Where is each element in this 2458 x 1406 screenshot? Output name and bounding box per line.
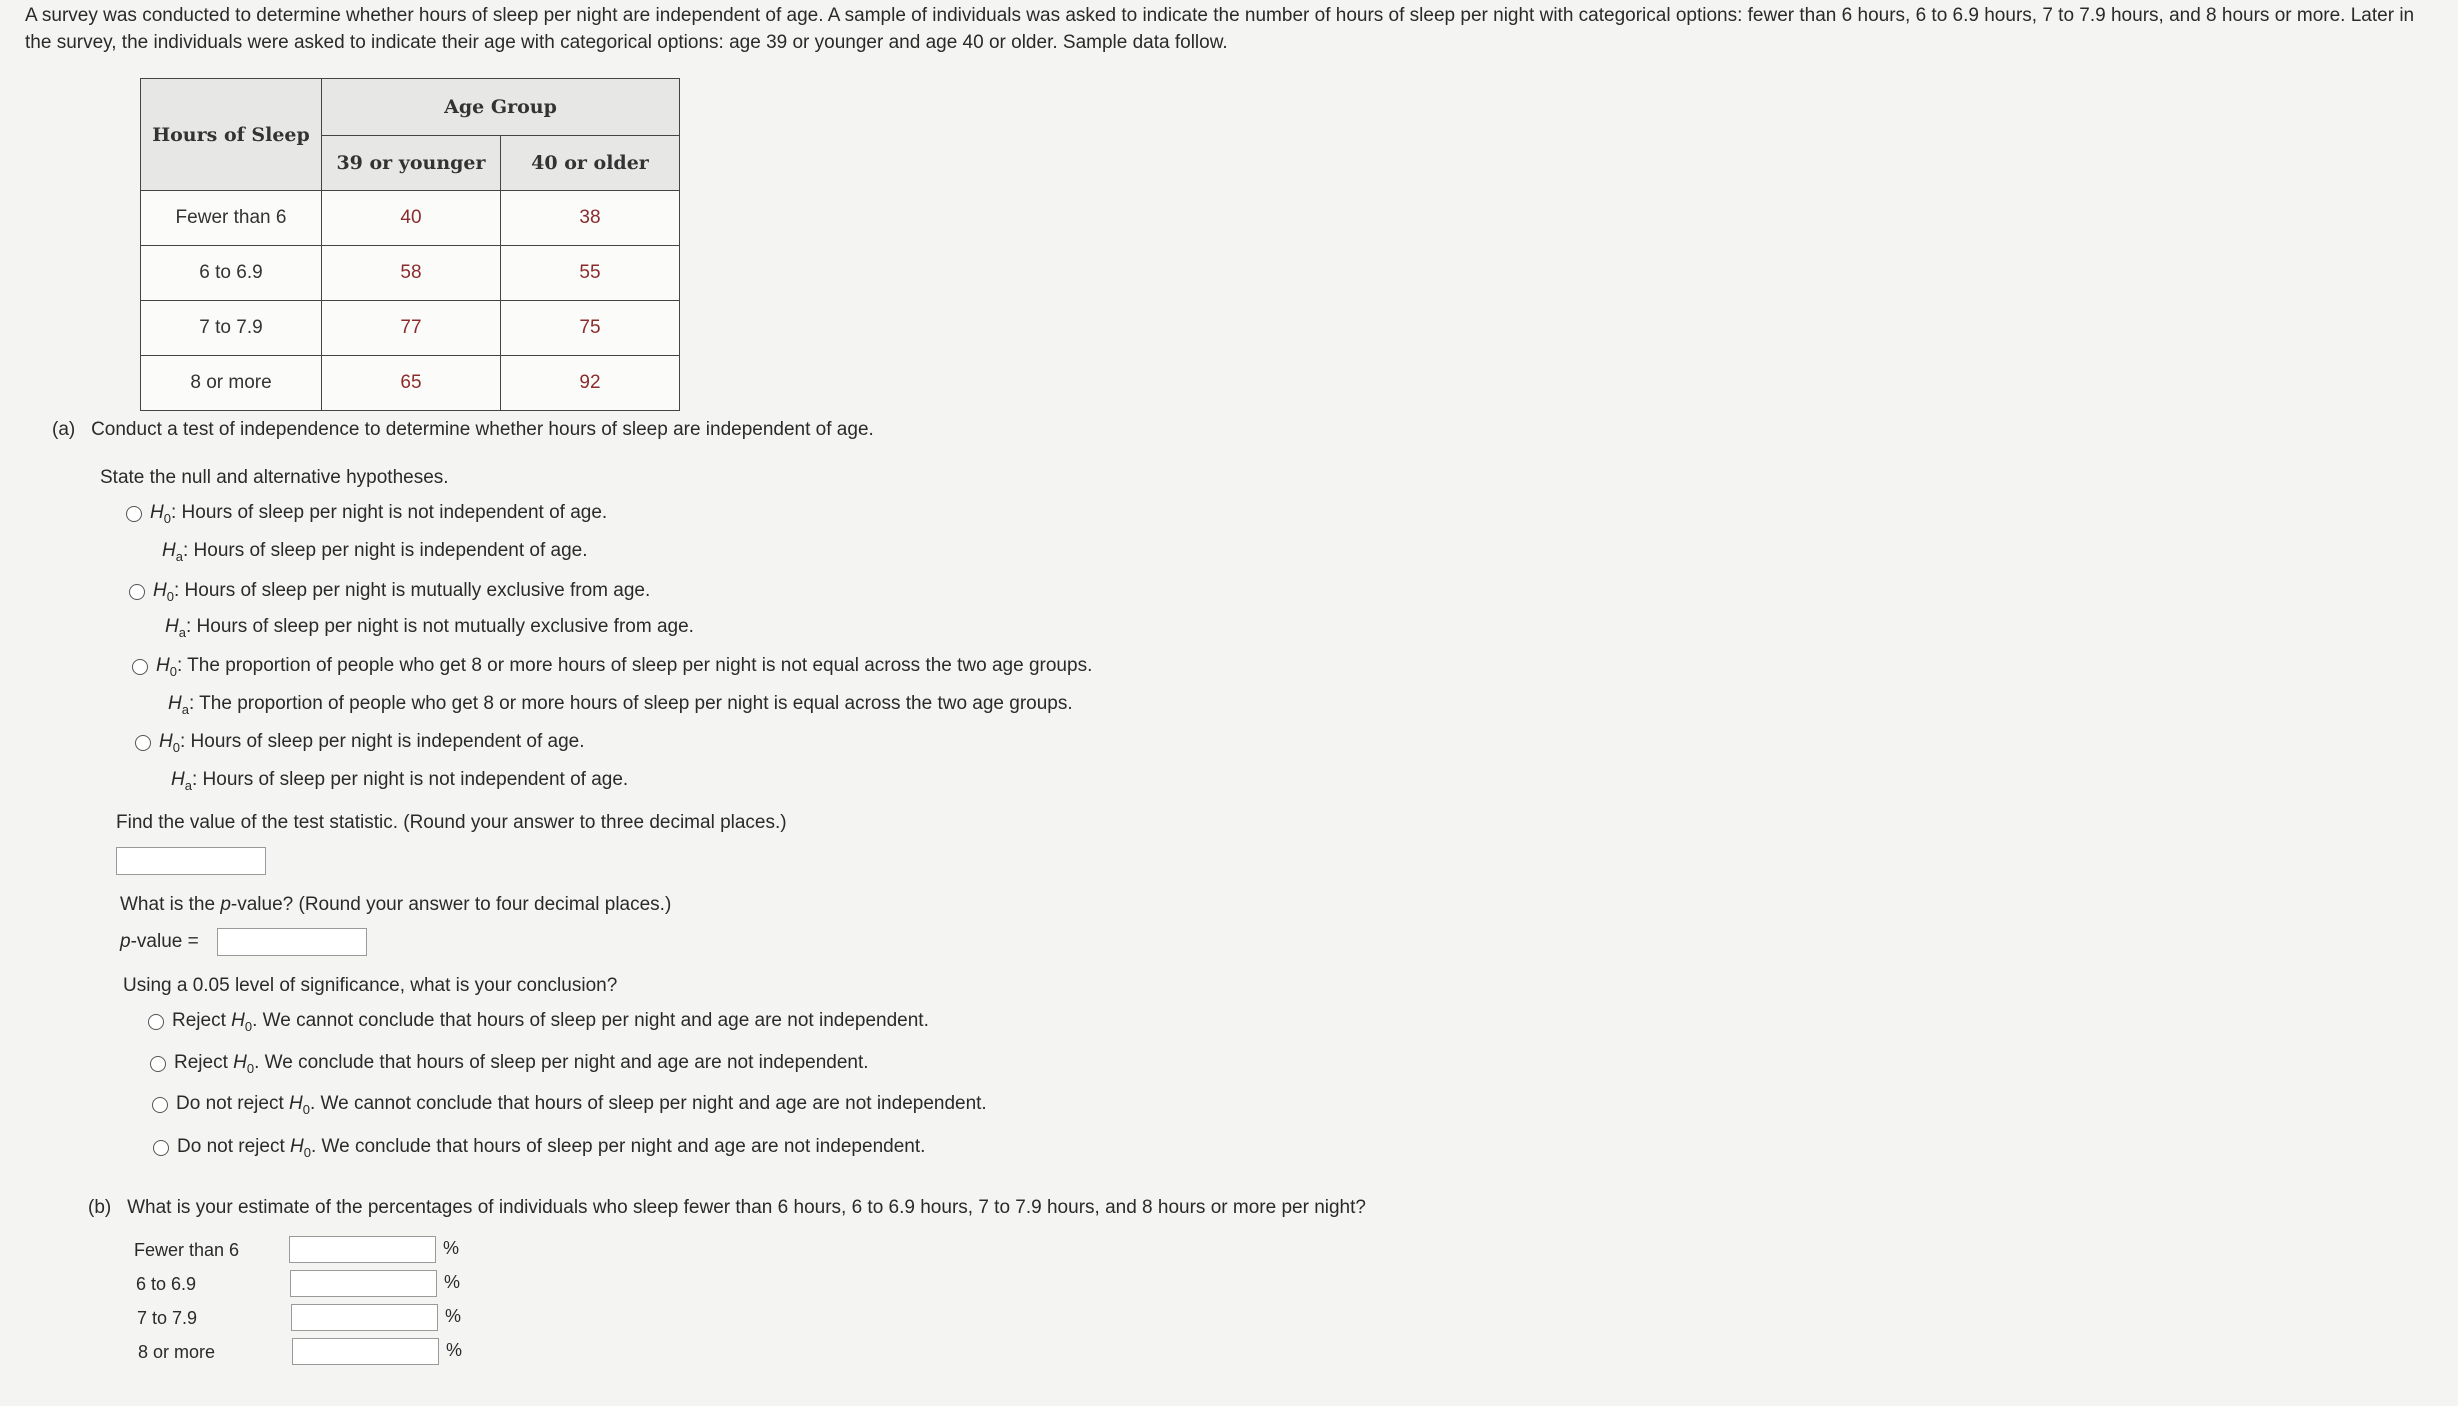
null-subscript: 0 (303, 1145, 311, 1160)
conclusion-text (172, 1010, 929, 1034)
conclusion-option-3[interactable] (152, 1093, 987, 1117)
percent-input-8-or-more[interactable] (292, 1338, 439, 1365)
null-hypothesis: : Hours of sleep per night is not independent of age. (170, 502, 608, 523)
radio-button[interactable] (129, 584, 145, 600)
pvalue-label (120, 931, 199, 953)
table-cell: 40 (322, 191, 501, 246)
table-row (141, 356, 680, 411)
part-a-label: (a) (52, 419, 76, 440)
column-header-39-or-younger: 39 or younger (322, 136, 501, 191)
row-label: 8 or more (141, 356, 322, 411)
alt-subscript: a (184, 778, 192, 793)
table-row (141, 191, 680, 246)
radio-button[interactable] (148, 1014, 164, 1030)
alt-subscript: a (175, 549, 183, 564)
age-group-header: Age Group (322, 79, 680, 136)
null-subscript: 0 (246, 1061, 255, 1076)
part-b-label: (b) (88, 1197, 112, 1218)
table-cell: 38 (501, 191, 680, 246)
hypothesis-text (150, 502, 607, 568)
test-statistic-input[interactable] (116, 847, 266, 875)
h-symbol: H (165, 616, 179, 637)
null-subscript: 0 (166, 589, 174, 604)
column-header-40-or-older: 40 or older (501, 136, 680, 191)
null-subscript: 0 (163, 511, 171, 526)
table-row (141, 246, 680, 301)
pvalue-input[interactable] (217, 928, 367, 956)
h-symbol: H (153, 580, 167, 601)
null-subscript: 0 (244, 1019, 253, 1034)
null-subscript: 0 (302, 1102, 310, 1117)
h-symbol: H (150, 502, 164, 523)
conclusion-option-4[interactable] (153, 1136, 925, 1160)
hypothesis-option-2[interactable] (129, 580, 694, 644)
pvalue-label-text: -value = (130, 931, 199, 952)
h-symbol: H (159, 731, 173, 752)
table-cell: 92 (501, 356, 680, 411)
conclusion-prompt: Using a 0.05 level of significance, what is your conclusion? (123, 975, 618, 996)
conclusion-pre: Reject (172, 1010, 232, 1031)
percent-row-label: Fewer than 6 (134, 1240, 240, 1260)
conclusion-pre: Do not reject (176, 1093, 289, 1114)
percent-input-7-to-7-9[interactable] (291, 1304, 438, 1331)
radio-button[interactable] (132, 659, 148, 675)
alt-hypothesis: : Hours of sleep per night is not independent of age. (191, 769, 629, 790)
h-symbol: H (231, 1010, 245, 1031)
pvalue-label-p: p (120, 931, 131, 952)
conclusion-option-2[interactable] (150, 1052, 869, 1076)
null-hypothesis: : The proportion of people who get 8 or more hours of sleep per night is not equal across the two age groups. (176, 655, 1093, 676)
hypothesis-text (156, 655, 1092, 721)
alt-hypothesis: : Hours of sleep per night is independent of age. (182, 540, 588, 561)
pvalue-prompt (120, 894, 671, 916)
percent-input-6-to-6-9[interactable] (290, 1270, 437, 1297)
hypothesis-text (159, 731, 628, 797)
table-cell: 77 (322, 301, 501, 356)
pvalue-prompt-text: What is the (120, 894, 221, 915)
conclusion-text (177, 1136, 925, 1160)
h-symbol: H (171, 769, 185, 790)
problem-intro: A survey was conducted to determine whether hours of sleep per night are independent of age. A sample of individuals was asked to indicate the number of hours of sleep per night with categorical options: fewer than 6 hours, 6 to 6.9 hours, 7 to 7.9 hours, and 8 hours or more. Later in the survey, the individuals were asked to indicate their age with categorical options: age 39 or younger and age 40 or older. Sample data follow. (25, 5, 2415, 53)
part-a-question: Conduct a test of independence to determine whether hours of sleep are independent of age. (91, 419, 874, 440)
conclusion-pre: Do not reject (177, 1136, 290, 1157)
null-subscript: 0 (172, 740, 180, 755)
h-symbol: H (156, 655, 170, 676)
radio-button[interactable] (152, 1097, 168, 1113)
sleep-age-table (140, 78, 680, 411)
h-symbol: H (162, 540, 176, 561)
alt-hypothesis: : The proportion of people who get 8 or more hours of sleep per night is equal across the two age groups. (188, 693, 1073, 714)
conclusion-post: . We cannot conclude that hours of sleep per night and age are not independent. (252, 1010, 929, 1031)
test-statistic-prompt: Find the value of the test statistic. (Round your answer to three decimal places.) (116, 812, 787, 833)
h-symbol: H (233, 1052, 247, 1073)
hypothesis-text (153, 580, 694, 644)
h-symbol: H (289, 1093, 303, 1114)
percent-unit: % (443, 1238, 460, 1258)
conclusion-pre: Reject (174, 1052, 234, 1073)
conclusion-option-1[interactable] (148, 1010, 929, 1034)
alt-subscript: a (178, 625, 186, 640)
conclusion-text (174, 1052, 869, 1076)
radio-button[interactable] (126, 506, 142, 522)
conclusion-text (176, 1093, 987, 1117)
percent-row-label: 6 to 6.9 (136, 1274, 197, 1294)
hypothesis-option-4[interactable] (135, 731, 628, 797)
hypotheses-prompt: State the null and alternative hypotheses. (100, 467, 449, 488)
percent-input-fewer-than-6[interactable] (289, 1236, 436, 1263)
percent-row-label: 7 to 7.9 (137, 1308, 198, 1328)
null-subscript: 0 (169, 664, 177, 679)
hypothesis-option-3[interactable] (132, 655, 1092, 721)
part-b-question: What is your estimate of the percentages of individuals who sleep fewer than 6 hours, 6 to 6.9 hours, 7 to 7.9 hours, and 8 hours or more per night? (127, 1197, 1366, 1218)
row-label: 7 to 7.9 (141, 301, 322, 356)
conclusion-post: . We conclude that hours of sleep per night and age are not independent. (310, 1136, 926, 1157)
percent-unit: % (445, 1306, 462, 1326)
h-symbol: H (290, 1136, 304, 1157)
percent-unit: % (446, 1340, 463, 1360)
table-cell: 58 (322, 246, 501, 301)
h-symbol: H (168, 693, 182, 714)
pvalue-prompt-text: -value? (Round your answer to four decimal places.) (230, 894, 672, 915)
part-a-heading (52, 419, 874, 441)
alt-subscript: a (181, 702, 189, 717)
radio-button[interactable] (135, 735, 151, 751)
row-label: 6 to 6.9 (141, 246, 322, 301)
null-hypothesis: : Hours of sleep per night is independent of age. (179, 731, 585, 752)
hypothesis-option-1[interactable] (126, 502, 607, 568)
null-hypothesis: : Hours of sleep per night is mutually exclusive from age. (173, 580, 651, 601)
percent-row-label: 8 or more (138, 1342, 216, 1362)
table-corner-header: Hours of Sleep (141, 79, 322, 191)
table-cell: 55 (501, 246, 680, 301)
conclusion-post: . We cannot conclude that hours of sleep per night and age are not independent. (309, 1093, 987, 1114)
table-cell: 65 (322, 356, 501, 411)
part-b-heading (88, 1197, 1366, 1219)
percent-unit: % (444, 1272, 461, 1292)
alt-hypothesis: : Hours of sleep per night is not mutually exclusive from age. (185, 616, 694, 637)
table-row (141, 301, 680, 356)
conclusion-post: . We conclude that hours of sleep per night and age are not independent. (254, 1052, 869, 1073)
row-label: Fewer than 6 (141, 191, 322, 246)
table-cell: 75 (501, 301, 680, 356)
pvalue-prompt-p: p (220, 894, 231, 915)
radio-button[interactable] (150, 1056, 166, 1072)
radio-button[interactable] (153, 1140, 169, 1156)
